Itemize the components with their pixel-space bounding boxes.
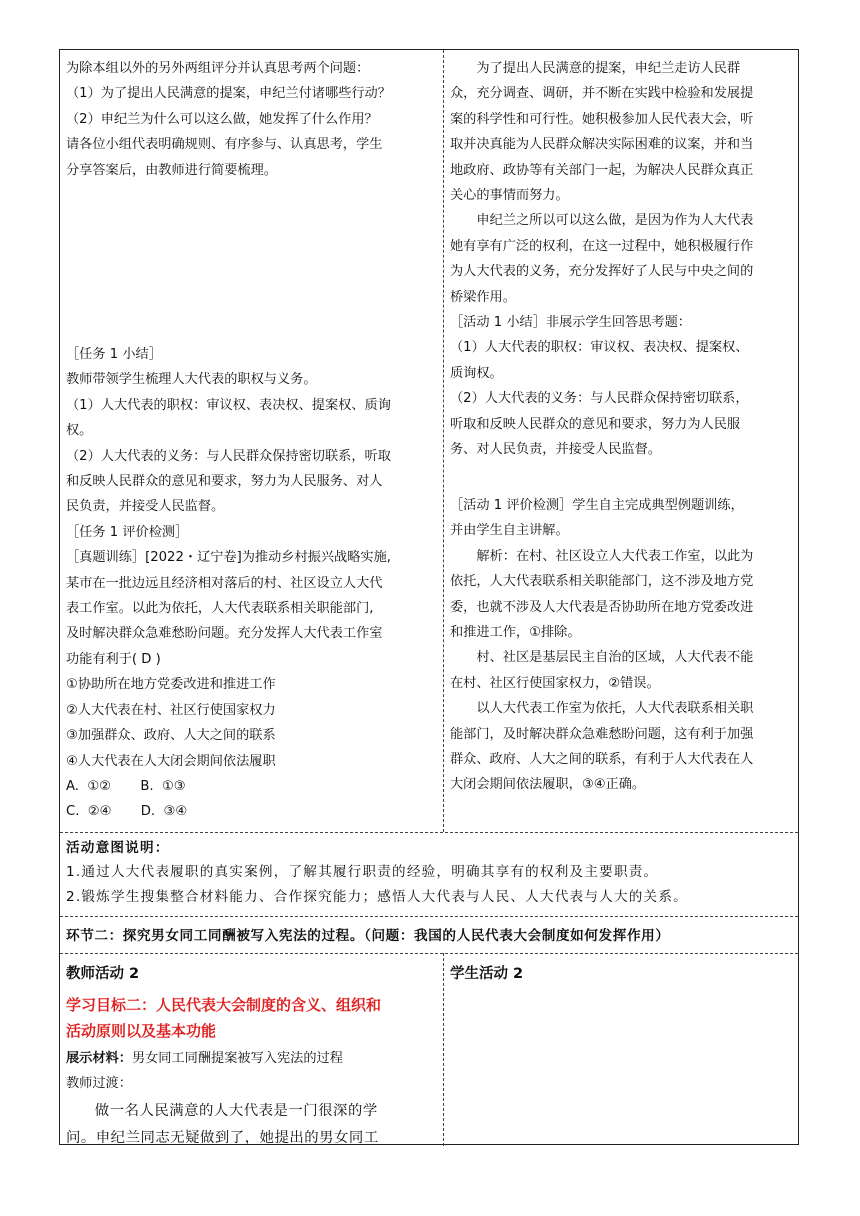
- answer-paragraph: 案的科学性和可行性。她积极参加人民代表大会，听: [450, 111, 754, 127]
- learning-goal: 活动原则以及基本功能: [66, 1021, 217, 1040]
- teacher-activity-heading: 教师活动 2: [66, 966, 140, 982]
- answer-paragraph: 地政府、政协等有关部门一起，为解决人民群众真正: [450, 162, 754, 178]
- section-2-title: 环节二：探究男女同工同酬被写入宪法的过程。（问题：我国的人民代表大会制度如何发挥作用）: [66, 928, 670, 944]
- lesson-table: [59, 49, 799, 1145]
- choice-item: ③加强群众、政府、人大之间的联系: [66, 728, 276, 744]
- summary-line: 教师带领学生梳理人大代表的职权与义务。: [66, 372, 317, 388]
- material-text: 男女同工同酬提案被写入宪法的过程: [131, 1051, 343, 1066]
- eval-line: 并由学生自主讲解。: [450, 523, 569, 539]
- intent-title: 活动意图说明：: [66, 840, 170, 856]
- summary-line: 权。: [66, 423, 93, 439]
- answer-paragraph: 为了提出人民满意的提案，申纪兰走访人民群: [476, 61, 741, 76]
- eval-line: ［活动 1 评价检测］学生自主完成典型例题训练，: [450, 498, 744, 513]
- transition-line: 问。申纪兰同志无疑做到了，她提出的男女同工: [66, 1129, 379, 1146]
- analysis-line: 大闭会期间依法履职，③④正确。: [450, 777, 646, 793]
- activity-summary-line: （1）人大代表的职权：审议权、表决权、提案权、: [450, 340, 749, 356]
- choice-item: ①协助所在地方党委改进和推进工作: [66, 677, 276, 693]
- answer-options: C. ②④ D. ③④: [66, 804, 188, 820]
- answer-options: A. ①② B. ①③: [66, 778, 186, 794]
- intent-line: 2.锻炼学生搜集整合材料能力、合作探究能力；感悟人大代表与人民、人大代表与人大的关系。: [66, 888, 688, 905]
- summary-line: 和反映人民群众的意见和要求，努力为人民服务、对人: [66, 474, 383, 490]
- row-divider-intent: [60, 832, 798, 833]
- question-line: 及时解决群众急难愁盼问题。充分发挥人大代表工作室: [66, 626, 383, 642]
- analysis-line: 以人大代表工作室为依托，人大代表联系相关职: [476, 701, 754, 717]
- row-divider-section2: [60, 916, 798, 917]
- answer-paragraph: 取并决真能为人民群众解决实际困难的议案，并和当: [450, 137, 754, 153]
- column-divider-top: [443, 50, 444, 832]
- eval-title: ［任务 1 评价检测］: [66, 524, 189, 540]
- summary-title: ［任务 1 小结］: [66, 347, 162, 362]
- answer-paragraph: 桥梁作用。: [450, 289, 516, 305]
- answer-paragraph: 关心的事情而努力。: [450, 188, 569, 204]
- analysis-line: 群众、政府、人大之间的联系，有利于人大代表在人: [450, 752, 754, 768]
- question-line: 表工作室。以此为依托，人大代表联系相关职能部门,: [66, 601, 374, 617]
- choice-item: ②人大代表在村、社区行使国家权力: [66, 702, 276, 718]
- summary-line: （1）人大代表的职权：审议权、表决权、提案权、质询: [66, 397, 391, 413]
- student-activity-1-cell: [450, 56, 795, 463]
- intent-line: 1.通过人大代表履职的真实案例，了解其履行职责的经验，明确其享有的权利及主要职责。: [66, 864, 659, 880]
- column-divider-bottom: [443, 953, 444, 1146]
- transition-line: 做一名人民满意的人大代表是一门很深的学: [94, 1102, 378, 1119]
- section-2-cell: [66, 924, 794, 948]
- activity-summary-line: ［活动 1 小结］非展示学生回答思考题：: [450, 315, 691, 331]
- learning-goal: 学习目标二：人民代表大会制度的含义、组织和: [66, 996, 382, 1014]
- analysis-line: 能部门，及时解决群众急难愁盼问题，这有利于加强: [450, 726, 754, 742]
- activity-summary-line: （2）人大代表的义务：与人民群众保持密切联系，: [450, 391, 749, 407]
- analysis-line: 在村、社区行使国家权力，②错误。: [450, 675, 660, 691]
- student-activity-heading: 学生活动 2: [450, 966, 524, 982]
- transition-label: 教师过渡：: [66, 1076, 132, 1092]
- activity-summary-line: 听取和反映人民群众的意见和要求，努力为人民服: [450, 416, 741, 432]
- analysis-line: 解析：在村、社区设立人大代表工作室，以此为: [476, 548, 754, 564]
- analysis-line: 村、社区是基层民主自治的区域，人大代表不能: [476, 650, 754, 666]
- answer-paragraph: 申纪兰之所以可以这么做，是因为作为人大代表: [476, 213, 754, 229]
- teacher-activity-1-cell: [66, 56, 438, 183]
- question-line: 某市在一批边远且经济相对落后的村、社区设立人大代: [66, 575, 383, 591]
- student-activity-2-cell: [450, 959, 795, 989]
- intro-line: （2）申纪兰为什么可以这么做，她发挥了什么作用？: [66, 111, 378, 127]
- analysis-line: 和推进工作，①排除。: [450, 625, 581, 641]
- student-eval-cell: [450, 493, 795, 798]
- task-1-summary: [66, 342, 438, 825]
- summary-line: 民负责，并接受人民监督。: [66, 499, 225, 515]
- summary-line: （2）人大代表的义务：与人民群众保持密切联系，听取: [66, 448, 391, 464]
- question-line: ［真题训练］[2022・辽宁卷]为推动乡村振兴战略实施,: [66, 550, 391, 566]
- intro-line: （1）为了提出人民满意的提案，申纪兰付诸哪些行动？: [66, 86, 391, 102]
- activity-summary-line: 务、对人民负责，并接受人民监督。: [450, 442, 661, 458]
- answer-paragraph: 众，充分调查、调研，并不断在实践中检验和发展提: [450, 86, 754, 102]
- choice-item: ④人大代表在人大闭会期间依法履职: [66, 753, 276, 769]
- row-divider-activity2: [60, 953, 798, 954]
- intro-line: 请各位小组代表明确规则、有序参与、认真思考，学生: [66, 137, 383, 153]
- analysis-line: 依托，人大代表联系相关职能部门，这不涉及地方党: [450, 574, 754, 590]
- answer-paragraph: 她有享有广泛的权利，在这一过程中，她积极履行作: [450, 238, 754, 254]
- material-label: 展示材料：: [66, 1051, 132, 1066]
- question-line: 功能有利于( D ): [66, 651, 161, 667]
- teacher-activity-2-cell: [66, 959, 438, 1151]
- activity-intent-cell: [66, 836, 794, 909]
- intro-line: 为除本组以外的另外两组评分并认真思考两个问题：: [66, 61, 370, 76]
- analysis-line: 委，也就不涉及人大代表是否协助所在地方党委改进: [450, 599, 754, 615]
- answer-paragraph: 为人大代表的义务，充分发挥好了人民与中央之间的: [450, 264, 754, 280]
- activity-summary-line: 质询权。: [450, 365, 503, 381]
- intro-line: 分享答案后，由教师进行简要梳理。: [66, 162, 277, 178]
